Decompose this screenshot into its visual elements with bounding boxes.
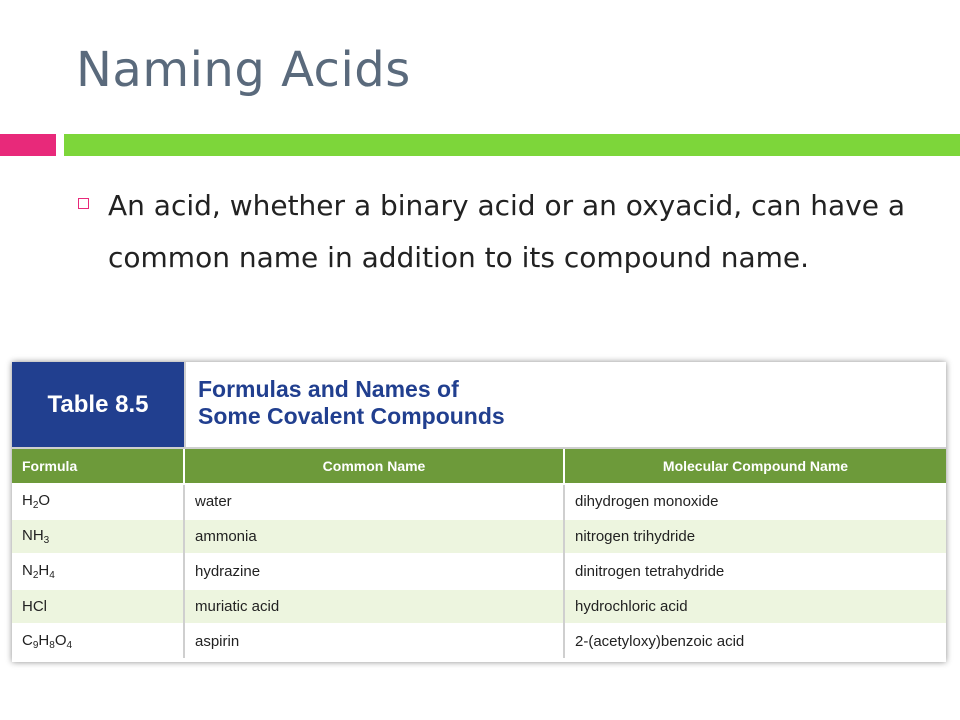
table-label: Table 8.5 — [12, 362, 186, 447]
table-row — [12, 589, 946, 624]
table-caption-line-2: Some Covalent Compounds — [198, 403, 505, 429]
bullet-item — [78, 180, 938, 284]
accent-bar-green — [64, 134, 960, 156]
table-header-banner — [12, 362, 946, 449]
slide-title: Naming Acids — [76, 42, 411, 98]
table-row — [12, 519, 946, 554]
bullet-text: An acid, whether a binary acid or an oxyacid, can have a common name in addition to its compound name. — [108, 189, 906, 274]
molecular-name-cell: 2-(acetyloxy)benzoic acid — [564, 624, 946, 658]
common-name-cell: aspirin — [184, 624, 564, 658]
formula-cell: $NH_3$ — [12, 519, 184, 554]
formula-cell: $C_9H_8O_4$ — [12, 624, 184, 658]
molecular-name-cell: hydrochloric acid — [564, 589, 946, 624]
common-name-cell: ammonia — [184, 519, 564, 554]
table-figure — [12, 362, 946, 662]
common-name-cell: water — [184, 484, 564, 519]
table-row — [12, 484, 946, 519]
molecular-name-cell: dihydrogen monoxide — [564, 484, 946, 519]
common-name-cell: hydrazine — [184, 554, 564, 589]
column-header: Molecular Compound Name — [564, 449, 946, 484]
column-header: Common Name — [184, 449, 564, 484]
table-row — [12, 554, 946, 589]
accent-bar-pink — [0, 134, 56, 156]
table-caption-line-1: Formulas and Names of — [198, 376, 459, 402]
formula-cell: $H_2O$ — [12, 484, 184, 519]
table-row — [12, 624, 946, 658]
compounds-table — [12, 449, 946, 658]
formula-cell: $N_2H_4$ — [12, 554, 184, 589]
table-header-row — [12, 449, 946, 484]
common-name-cell: muriatic acid — [184, 589, 564, 624]
molecular-name-cell: dinitrogen tetrahydride — [564, 554, 946, 589]
formula-cell: HCl — [12, 589, 184, 624]
table-caption — [186, 362, 946, 447]
molecular-name-cell: nitrogen trihydride — [564, 519, 946, 554]
square-bullet-icon — [78, 198, 89, 209]
column-header: Formula — [12, 449, 184, 484]
